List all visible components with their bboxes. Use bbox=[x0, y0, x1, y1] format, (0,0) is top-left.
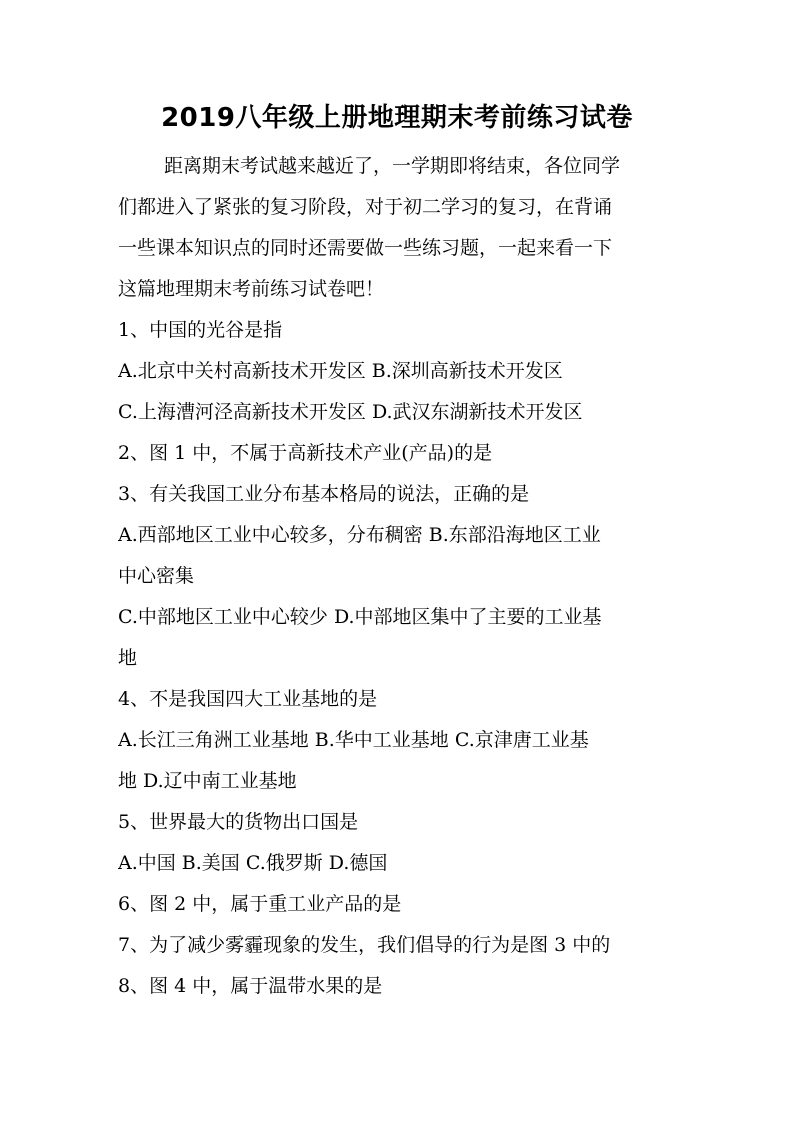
intro-line-3: 一些课本知识点的同时还需要做一些练习题，一起来看一下 bbox=[118, 237, 613, 259]
document-body bbox=[118, 146, 678, 1007]
document-title: 2019八年级上册地理期末考前练习试卷 bbox=[161, 103, 633, 133]
question-7: 7、为了减少雾霾现象的发生，我们倡导的行为是图 3 中的 bbox=[118, 934, 611, 956]
question-2: 2、图 1 中，不属于高新技术产业(产品)的是 bbox=[118, 442, 493, 464]
question-3-options-cd: C.中部地区工业中心较少 D.中部地区集中了主要的工业基 bbox=[118, 606, 602, 628]
question-4: 4、不是我国四大工业基地的是 bbox=[118, 688, 378, 710]
question-3-options-cd-cont: 地 bbox=[118, 647, 138, 669]
question-4-options: A.长江三角洲工业基地 B.华中工业基地 C.京津唐工业基 bbox=[118, 729, 589, 751]
question-3-options-ab: A.西部地区工业中心较多，分布稠密 B.东部沿海地区工业 bbox=[118, 524, 601, 546]
question-1: 1、中国的光谷是指 bbox=[118, 319, 283, 341]
question-5: 5、世界最大的货物出口国是 bbox=[118, 811, 359, 833]
question-1-options-ab: A.北京中关村高新技术开发区 B.深圳高新技术开发区 bbox=[118, 360, 563, 382]
question-3: 3、有关我国工业分布基本格局的说法，正确的是 bbox=[118, 483, 530, 505]
question-5-options: A.中国 B.美国 C.俄罗斯 D.德国 bbox=[118, 852, 388, 874]
question-3-options-ab-cont: 中心密集 bbox=[118, 565, 195, 587]
question-4-options-cont: 地 D.辽中南工业基地 bbox=[118, 770, 297, 792]
intro-line-1: 距离期末考试越来越近了，一学期即将结束，各位同学 bbox=[164, 155, 621, 177]
intro-line-2: 们都进入了紧张的复习阶段，对于初二学习的复习，在背诵 bbox=[118, 196, 613, 218]
question-1-options-cd: C.上海漕河泾高新技术开发区 D.武汉东湖新技术开发区 bbox=[118, 401, 583, 423]
question-8: 8、图 4 中，属于温带水果的是 bbox=[118, 975, 383, 997]
intro-line-4: 这篇地理期末考前练习试卷吧！ bbox=[118, 278, 385, 300]
question-6: 6、图 2 中，属于重工业产品的是 bbox=[118, 893, 402, 915]
